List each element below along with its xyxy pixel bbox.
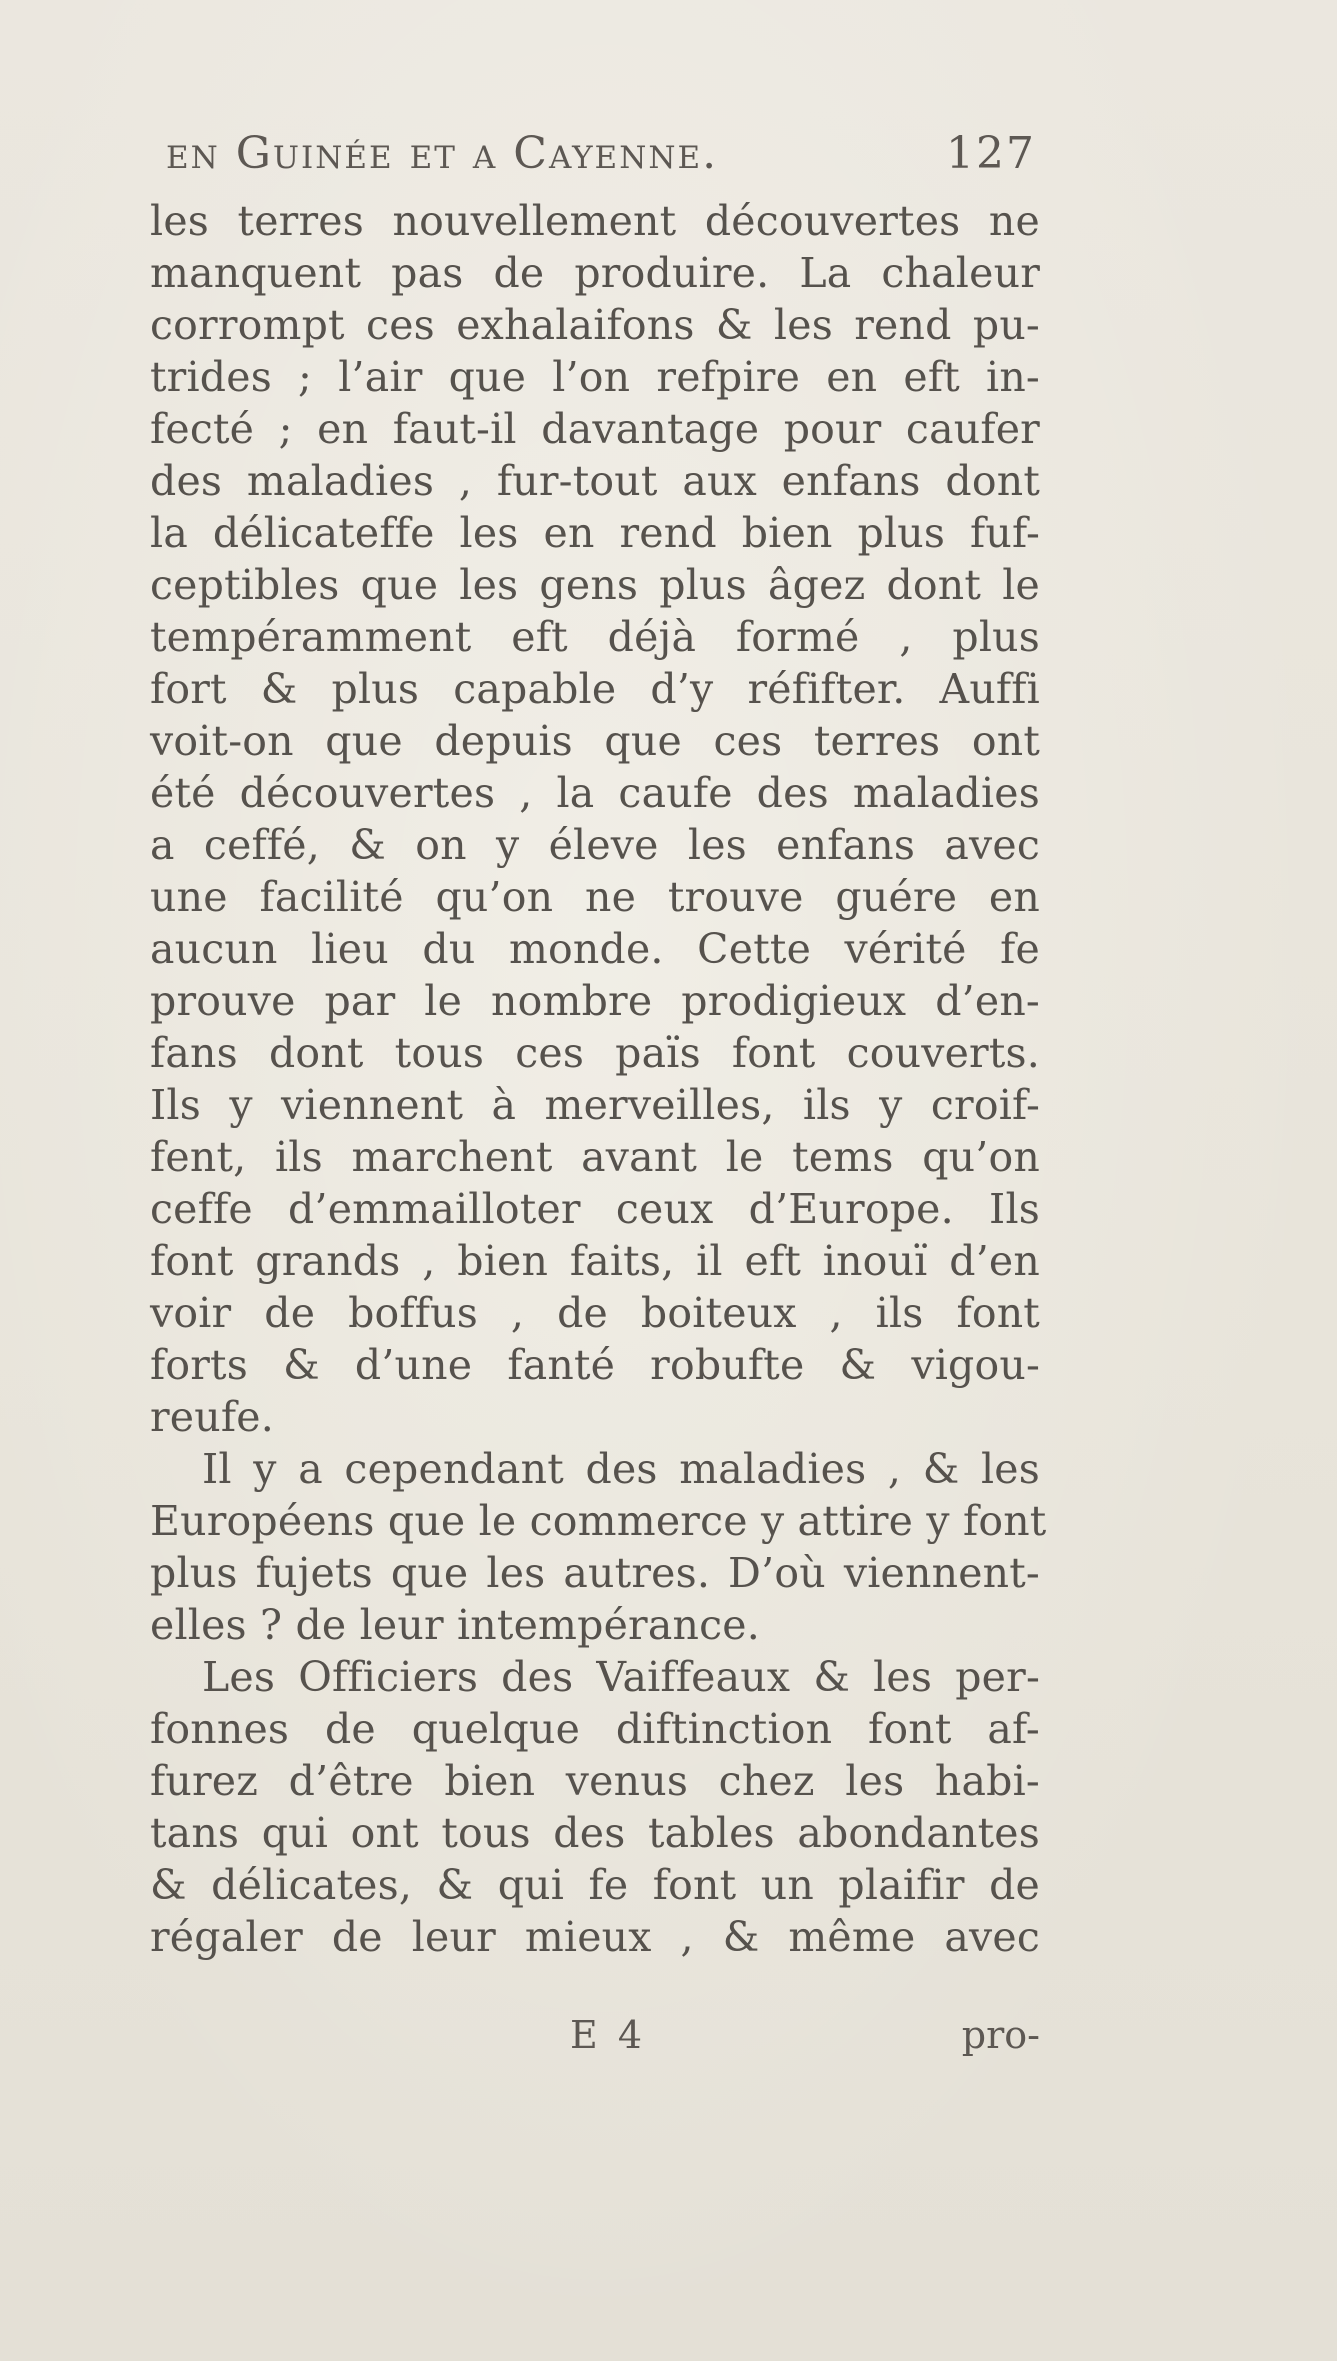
text-line: furez d’être bien venus chez les habi- bbox=[150, 1757, 1040, 1805]
text-line: voit-on que depuis que ces terres ont bbox=[150, 717, 1040, 765]
text-line: fans dont tous ces païs font couverts. bbox=[150, 1029, 1040, 1077]
signature-mark: E 4 bbox=[570, 2013, 646, 2057]
text-line: forts & d’une fanté robufte & vigou- bbox=[150, 1341, 1040, 1389]
text-line: manquent pas de produire. La chaleur bbox=[150, 249, 1040, 297]
text-line: régaler de leur mieux , & même avec bbox=[150, 1913, 1040, 1961]
catchword: pro- bbox=[961, 2013, 1040, 2057]
text-line: fent, ils marchent avant le tems qu’on bbox=[150, 1133, 1040, 1181]
paragraph-start-line: Il y a cependant des maladies , & les bbox=[202, 1445, 1040, 1493]
text-line: ceptibles que les gens plus âgez dont le bbox=[150, 561, 1040, 609]
text-line: a ceffé, & on y éleve les enfans avec bbox=[150, 821, 1040, 869]
text-line: fecté ; en faut-il davantage pour caufer bbox=[150, 405, 1040, 453]
text-line: voir de boffus , de boiteux , ils font bbox=[150, 1289, 1040, 1337]
text-line: corrompt ces exhalaifons & les rend pu- bbox=[150, 301, 1040, 349]
running-head bbox=[160, 128, 1040, 186]
text-line: des maladies , fur-tout aux enfans dont bbox=[150, 457, 1040, 505]
text-line: Européens que le commerce y attire y font bbox=[150, 1497, 1047, 1545]
text-line: ceffe d’emmailloter ceux d’Europe. Ils bbox=[150, 1185, 1040, 1233]
text-line: Ils y viennent à merveilles, ils y croif- bbox=[150, 1081, 1040, 1129]
text-line: fort & plus capable d’y réfifter. Auffi bbox=[150, 665, 1040, 713]
text-line: tempéramment eft déjà formé , plus bbox=[150, 613, 1040, 661]
page-number: 127 bbox=[946, 128, 1036, 179]
text-line: fonnes de quelque diftinction font af- bbox=[150, 1705, 1040, 1753]
text-line: la délicateffe les en rend bien plus fuf- bbox=[150, 509, 1040, 557]
running-head-title: en Guinée et a Cayenne. bbox=[166, 128, 719, 179]
page-footer bbox=[150, 2013, 1040, 2069]
text-line: une facilité qu’on ne trouve guére en bbox=[150, 873, 1040, 921]
text-line: plus fujets que les autres. D’où viennent- bbox=[150, 1549, 1040, 1597]
text-line: trides ; l’air que l’on refpire en eft in- bbox=[150, 353, 1040, 401]
text-line: tans qui ont tous des tables abondantes bbox=[150, 1809, 1040, 1857]
text-line: prouve par le nombre prodigieux d’en- bbox=[150, 977, 1040, 1025]
paragraph-start-line: Les Officiers des Vaiffeaux & les per- bbox=[202, 1653, 1040, 1701]
text-line: elles ? de leur intempérance. bbox=[150, 1601, 760, 1649]
text-line: font grands , bien faits, il eft inouï d’en bbox=[150, 1237, 1040, 1285]
text-line: les terres nouvellement découvertes ne bbox=[150, 197, 1040, 245]
text-line: reufe. bbox=[150, 1393, 274, 1441]
text-line: aucun lieu du monde. Cette vérité fe bbox=[150, 925, 1040, 973]
text-line: & délicates, & qui fe font un plaifir de bbox=[150, 1861, 1040, 1909]
text-line: été découvertes , la caufe des maladies bbox=[150, 769, 1040, 817]
